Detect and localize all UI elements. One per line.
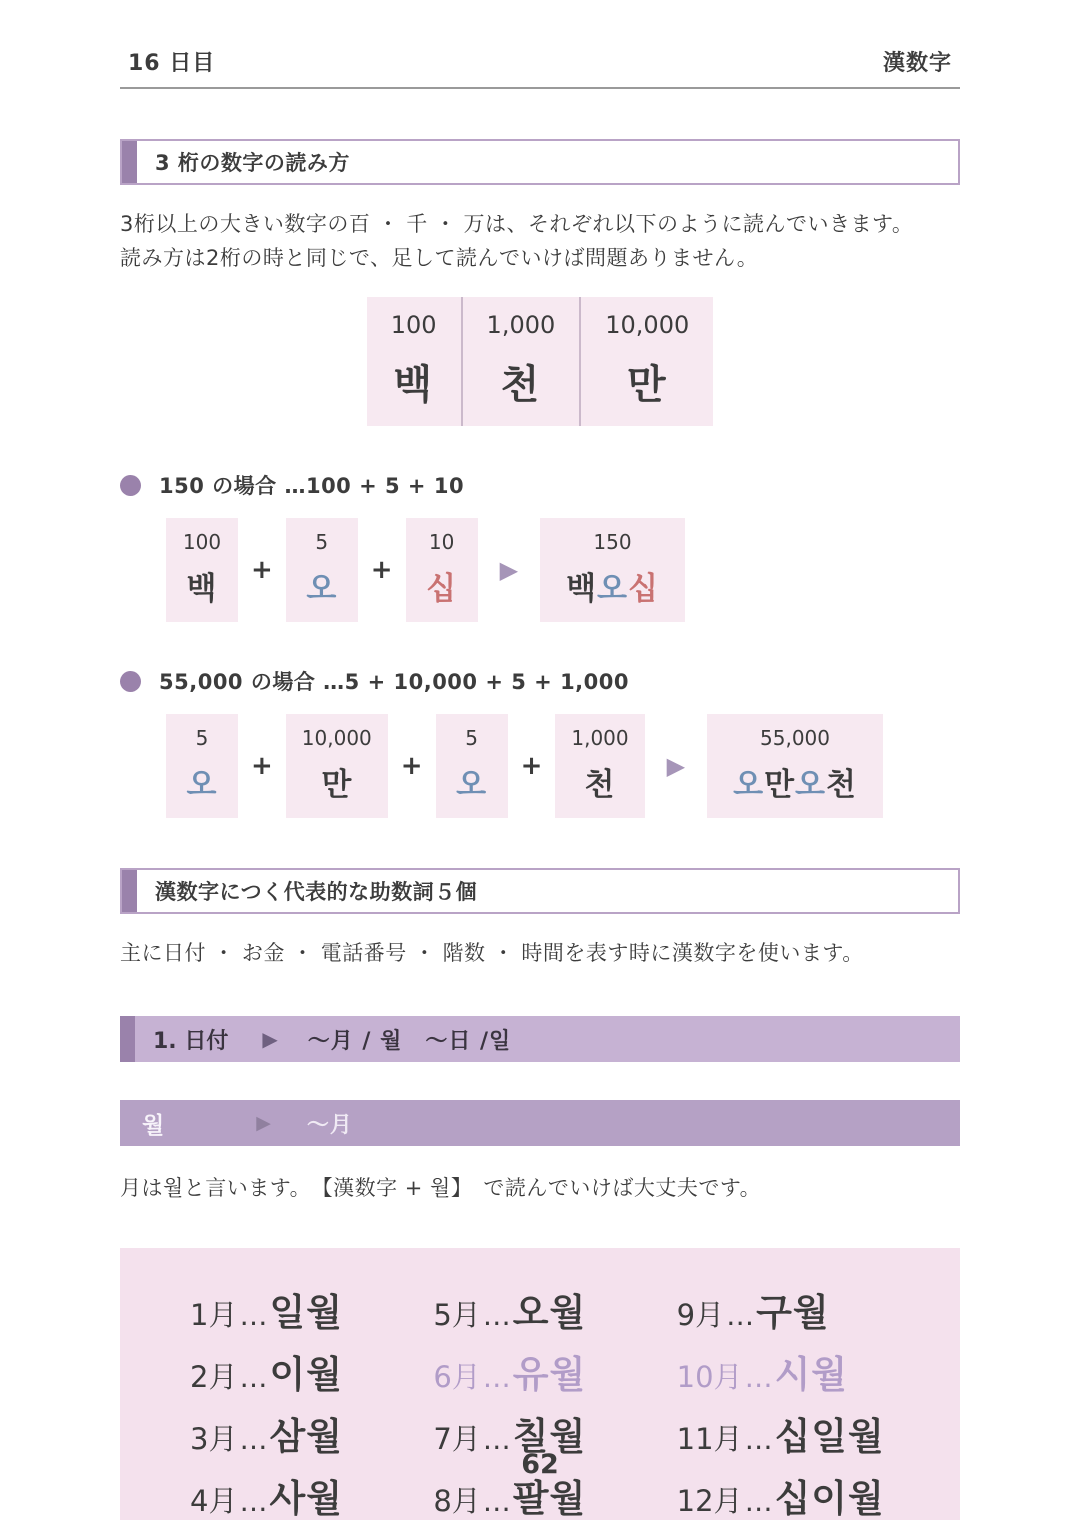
month-japanese: 3月 (190, 1422, 238, 1456)
month-korean: 십이월 (774, 1477, 885, 1520)
page-number: 62 (521, 1449, 559, 1480)
month-korean: 일월 (269, 1291, 343, 1334)
month-banner (120, 1100, 960, 1146)
term-number: 10 (428, 530, 455, 554)
plus-sign: + (251, 555, 273, 585)
section1-title: 3 桁の数字の読み方 (155, 151, 350, 175)
result-number: 55,000 (760, 726, 830, 750)
month-item (433, 1282, 676, 1344)
section1-paragraph (120, 207, 960, 275)
plus-sign: + (400, 751, 423, 781)
result-number: 150 (593, 530, 632, 554)
term-number: 5 (315, 530, 329, 554)
month-dots: … (482, 1361, 511, 1394)
example2-row (166, 714, 960, 818)
unit-number: 10,000 (605, 311, 690, 339)
example2-term-2 (436, 714, 508, 818)
example1-result (540, 518, 685, 622)
month-japanese: 12月 (676, 1484, 743, 1518)
month-dots: … (744, 1423, 773, 1456)
month-dots: … (726, 1299, 755, 1332)
paragraph-line: 主に日付 ・ お金 ・ 電話番号 ・ 階数 ・ 時間を表す時に漢数字を使います。 (120, 941, 864, 965)
subsection-number: 1. 日付 (153, 1028, 229, 1054)
month-japanese: 9月 (676, 1298, 725, 1332)
subsection-pattern: ～月 / 월 ～日 /일 (307, 1028, 512, 1054)
term-number: 100 (182, 530, 222, 554)
unit-number: 100 (390, 311, 437, 339)
title-accent-bar (120, 1016, 135, 1062)
month-dots: … (239, 1423, 268, 1456)
month-korean: 칠월 (512, 1415, 587, 1458)
month-japanese: 1月 (190, 1298, 238, 1332)
term-korean: 오 (186, 767, 218, 803)
term-number: 5 (465, 726, 478, 750)
month-dots: … (482, 1485, 511, 1518)
unit-korean: 백 (393, 362, 434, 408)
page-header (120, 46, 960, 89)
example2-term-3 (555, 714, 644, 818)
title-accent-bar (122, 870, 137, 912)
term-number: 5 (195, 726, 209, 750)
arrow-icon: ▶ (262, 1027, 278, 1051)
month-dots: … (482, 1299, 511, 1332)
month-japanese: 2月 (190, 1360, 238, 1394)
example2-heading (120, 666, 960, 696)
month-japanese: 4月 (190, 1484, 238, 1518)
term-korean: 오 (306, 571, 338, 607)
term-number: 10,000 (301, 726, 372, 750)
section1-title-box (120, 139, 960, 185)
month-dots: … (744, 1485, 773, 1518)
unit-cell-1000 (461, 297, 580, 426)
title-accent-bar (122, 141, 137, 183)
arrow-icon: ▶ (499, 556, 519, 584)
result-segment: 천 (825, 767, 857, 803)
month-item (677, 1344, 920, 1406)
month-japanese: 11月 (676, 1422, 743, 1456)
month-dots: … (239, 1485, 268, 1518)
example2-term-0 (166, 714, 238, 818)
month-note: 月は월と言います。 【漢数字 + 월】 で読んでいけば大丈夫です。 (120, 1176, 762, 1200)
bullet-icon (120, 671, 141, 692)
result-segment: 십 (627, 571, 659, 607)
month-korean: 구월 (756, 1291, 830, 1334)
unit-cell-10000 (579, 297, 713, 426)
month-item (433, 1344, 676, 1406)
example2-result (707, 714, 883, 818)
month-korean: 시월 (774, 1353, 849, 1396)
unit-cell-100 (367, 297, 461, 426)
day-label: 16 日目 (128, 51, 216, 76)
banner-japanese: ～月 (306, 1112, 353, 1138)
section2-title-box (120, 868, 960, 914)
result-korean (733, 759, 857, 804)
banner-korean: 월 (142, 1112, 165, 1139)
example1-term-2 (406, 518, 478, 622)
topic-label: 漢数字 (882, 51, 952, 76)
month-item (190, 1344, 433, 1406)
example1-term-1 (286, 518, 358, 622)
month-korean: 삼월 (269, 1415, 343, 1458)
unit-number: 1,000 (486, 311, 556, 339)
result-segment: 백 (566, 571, 598, 607)
paragraph-line: 読み方は2桁の時と同じで、足して読んでいけば問題ありません。 (120, 246, 759, 270)
month-japanese: 7月 (433, 1422, 481, 1456)
example1-row (166, 518, 960, 622)
unit-korean: 만 (626, 362, 668, 408)
example1-heading (120, 470, 960, 500)
month-item (677, 1282, 920, 1344)
month-korean: 유월 (512, 1353, 587, 1396)
term-number: 1,000 (571, 726, 629, 750)
month-korean: 오월 (512, 1291, 587, 1334)
month-dots: … (744, 1361, 773, 1394)
month-japanese: 5月 (433, 1298, 481, 1332)
result-segment: 오 (795, 767, 826, 803)
month-dots: … (239, 1299, 268, 1332)
result-korean (566, 563, 659, 608)
unit-korean: 천 (500, 362, 542, 408)
result-segment: 오 (597, 571, 628, 607)
month-korean: 사월 (269, 1477, 343, 1520)
term-korean: 천 (584, 767, 616, 803)
month-japanese: 10月 (676, 1360, 743, 1394)
plus-sign: + (520, 751, 543, 781)
term-korean: 백 (186, 571, 218, 607)
paragraph-line: 3桁以上の大きい数字の百 ・ 千 ・ 万は、それぞれ以下のように読んでいきます。 (120, 212, 914, 236)
month-dots: … (482, 1423, 511, 1456)
result-segment: 오 (733, 767, 765, 803)
months-column-2 (433, 1282, 676, 1520)
arrow-icon: ▶ (256, 1112, 271, 1134)
month-korean: 십일월 (774, 1415, 885, 1458)
example1-label: 150 の場合 …100 + 5 + 10 (159, 474, 465, 498)
bullet-icon (120, 475, 141, 496)
section2-paragraph (120, 936, 960, 970)
example2-label: 55,000 の場合 …5 + 10,000 + 5 + 1,000 (159, 670, 629, 694)
month-dots: … (239, 1361, 268, 1394)
example2-term-1 (286, 714, 388, 818)
section2-title: 漢数字につく代表的な助数詞５個 (155, 880, 478, 904)
months-column-1 (190, 1282, 433, 1520)
arrow-icon: ▶ (666, 752, 686, 780)
plus-sign: + (251, 751, 273, 781)
units-table (367, 297, 714, 426)
plus-sign: + (370, 555, 393, 585)
month-korean: 이월 (269, 1353, 343, 1396)
months-column-3 (677, 1282, 920, 1520)
result-segment: 만 (764, 767, 796, 803)
example1-term-0 (166, 518, 238, 622)
month-korean: 팔월 (512, 1477, 587, 1520)
month-item (190, 1282, 433, 1344)
term-korean: 오 (456, 767, 488, 803)
term-korean: 십 (426, 571, 458, 607)
term-korean: 만 (321, 767, 353, 803)
subsection-date-bar (120, 1016, 960, 1062)
month-japanese: 8月 (433, 1484, 481, 1518)
month-japanese: 6月 (433, 1360, 481, 1394)
